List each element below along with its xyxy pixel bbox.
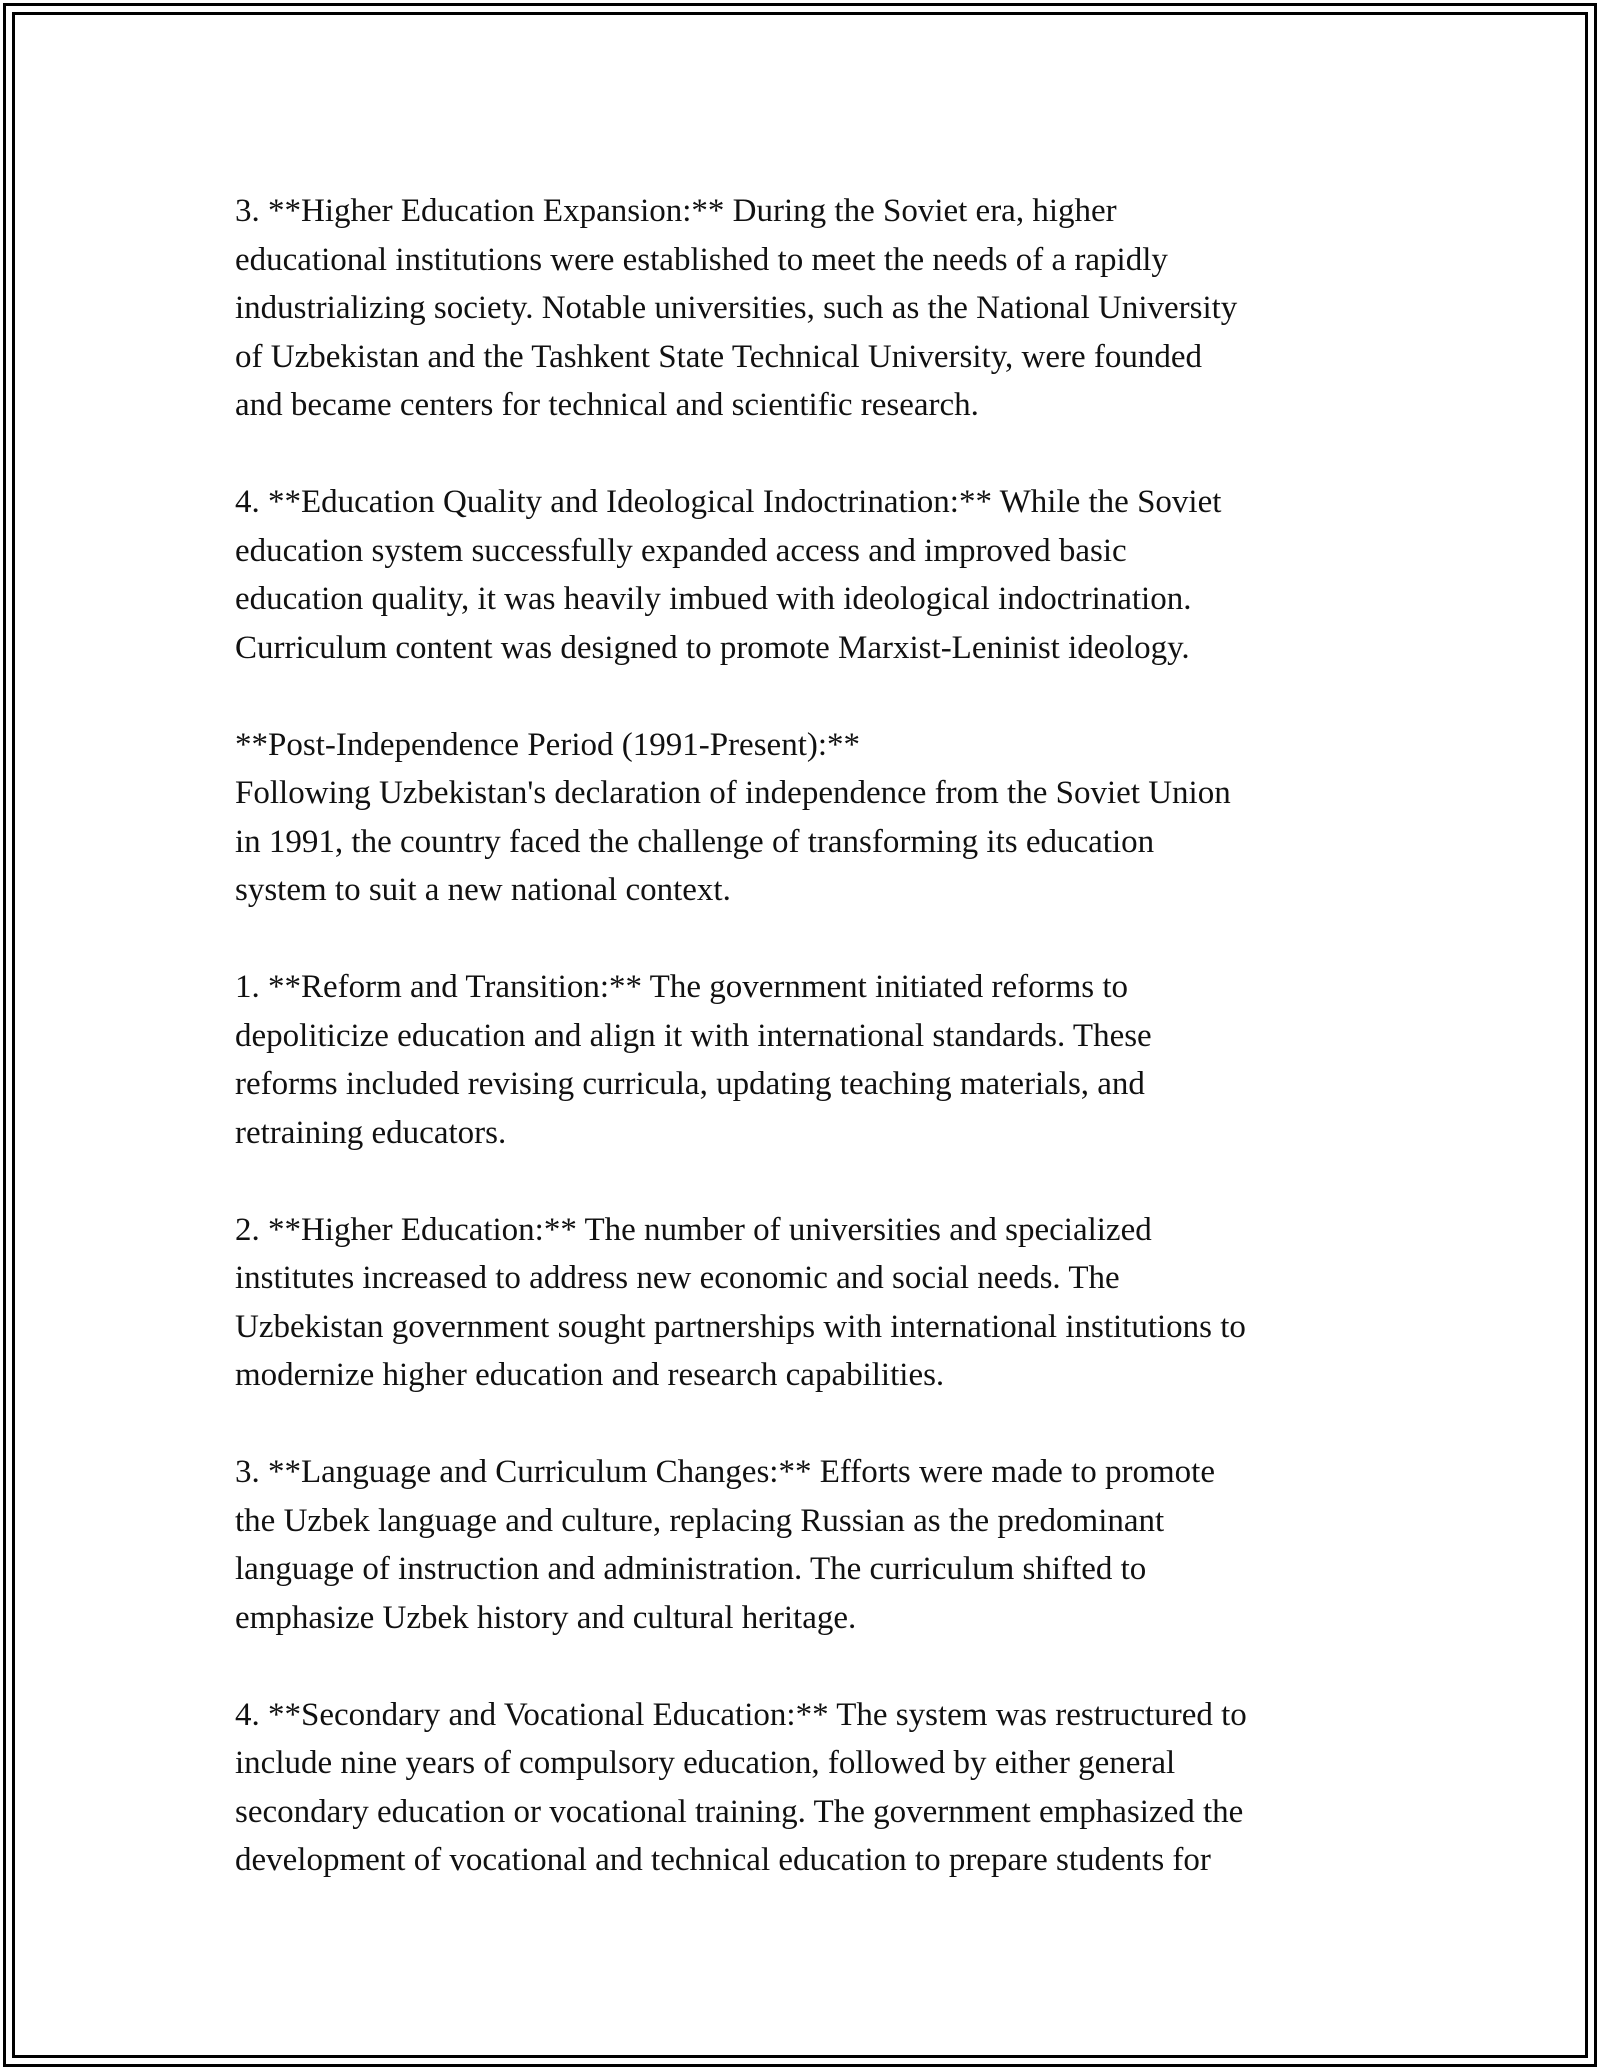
paragraph-post-independence: **Post-Independence Period (1991-Present):** Following Uzbekistan's declaration of independence from the Soviet Union in 1991, the country faced the challenge of transforming its education system to suit a new national context. [235, 726, 1231, 908]
paragraph-education-quality: 4. **Education Quality and Ideological Indoctrination:** While the Soviet education system successfully expanded access and improved basic education quality, it was heavily imbued with ideological indoctrination. Curriculum content was designed to promote Marxist-Leninist ideology. [235, 484, 1222, 666]
document-body [235, 187, 1385, 1933]
paragraph-reform-transition: 1. **Reform and Transition:** The government initiated reforms to depoliticize education and align it with international standards. These reforms included revising curricula, updating teaching materials, and retraining educators. [235, 969, 1152, 1151]
paragraph-secondary-vocational: 4. **Secondary and Vocational Education:** The system was restructured to include nine years of compulsory education, followed by either general secondary education or vocational training. The government emphasized the development of vocational and technical education to prepare students for [235, 1696, 1247, 1878]
paragraph-higher-education-expansion: 3. **Higher Education Expansion:** During the Soviet era, higher educational institutions were established to meet the needs of a rapidly industrializing society. Notable universities, such as the National University of Uzbekistan and the Tashkent State Technical University, were founded and became centers for technical and scientific research. [235, 193, 1238, 423]
paragraph-higher-education: 2. **Higher Education:** The number of universities and specialized institutes increased to address new economic and social needs. The Uzbekistan government sought partnerships with international institutions to modernize higher education and research capabilities. [235, 1211, 1246, 1393]
paragraph-language-curriculum: 3. **Language and Curriculum Changes:** Efforts were made to promote the Uzbek language and culture, replacing Russian as the predominant language of instruction and administration. The curriculum shifted to emphasize Uzbek history and cultural heritage. [235, 1454, 1215, 1636]
